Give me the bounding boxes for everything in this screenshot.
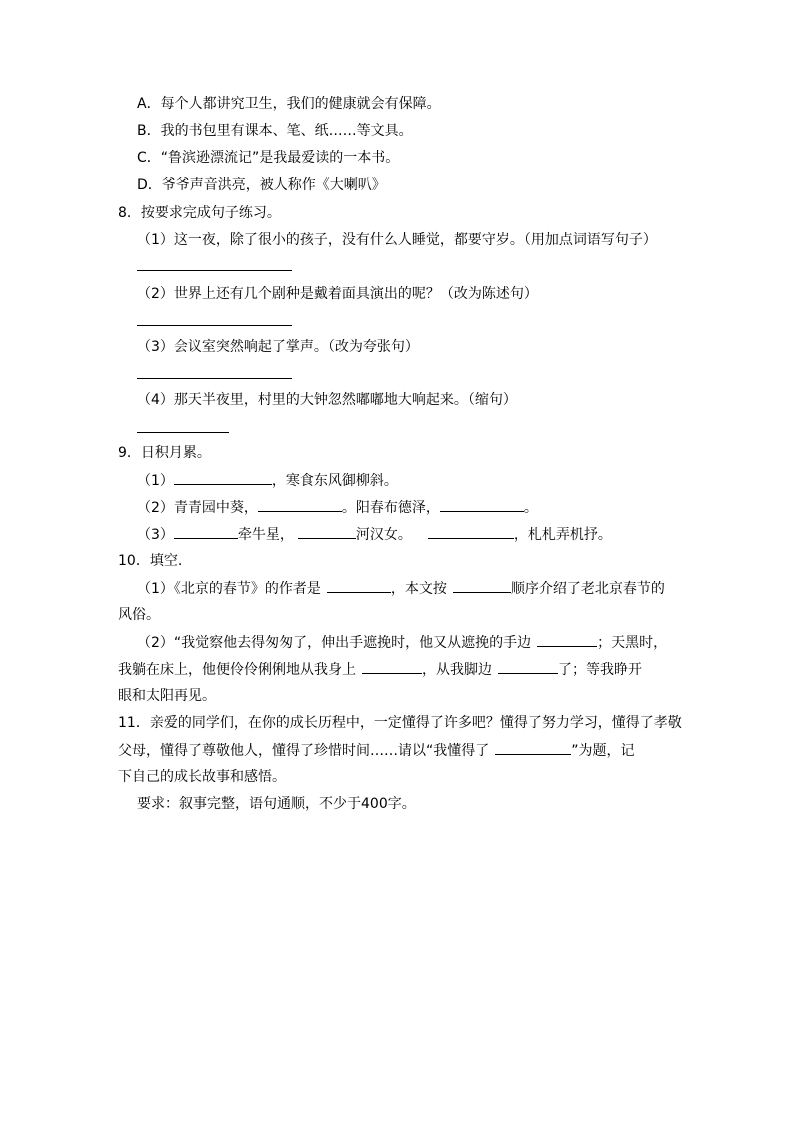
q9-blank-3[interactable] xyxy=(440,497,524,512)
q9-blank-6[interactable] xyxy=(428,524,514,539)
q8-answer-line-3[interactable] xyxy=(137,378,292,379)
q10-item-1-text-a: （1）《北京的春节》的作者是 xyxy=(137,581,321,597)
q10-item-2-text-e: 了；等我睁开 xyxy=(558,662,642,678)
q11-line-2-text: 父母，懂得了尊敬他人，懂得了珍惜时间……请以“我懂得了 xyxy=(118,743,490,759)
q7-option-c: C．“鲁滨逊漂流记”是我最爱读的一本书。 xyxy=(137,150,400,166)
q10-item-1-text-c: 顺序介绍了老北京春节的 xyxy=(510,581,665,597)
q9-line-1 xyxy=(137,470,398,491)
q10-item-1-line-1 xyxy=(137,578,665,599)
q10-item-1-line-2: 风俗。 xyxy=(118,607,160,623)
q9-line-1-prefix: （1） xyxy=(137,473,174,489)
q9-blank-5[interactable] xyxy=(298,524,356,539)
q10-item-1-text-b: ，本文按 xyxy=(390,581,447,597)
q7-option-d: D．爷爷声音洪亮，被人称作《大喇叭》 xyxy=(137,177,386,193)
q10-blank-3[interactable] xyxy=(537,632,597,647)
q10-item-2-line-2 xyxy=(118,659,642,680)
q11-line-2-end: ”为题，记 xyxy=(571,743,635,759)
q10-item-2-text-c: 我躺在床上，他便伶伶俐俐地从我身上 xyxy=(118,662,356,678)
q8-answer-line-4[interactable] xyxy=(137,432,229,433)
q8-title: 8．按要求完成句子练习。 xyxy=(118,205,281,221)
q8-item-1: （1）这一夜，除了很小的孩子，没有什么人睡觉，都要守岁。（用加点词语写句子） xyxy=(137,232,657,248)
q10-item-2-text-b: ；天黑时， xyxy=(597,635,668,651)
q9-line-2 xyxy=(137,497,538,518)
q10-item-2-text-a: （2）“我觉察他去得匆匆了，伸出手遮挽时，他又从遮挽的手边 xyxy=(137,635,532,651)
q8-item-4: （4）那天半夜里，村里的大钟忽然嘟嘟地大响起来。（缩句） xyxy=(137,392,517,408)
q10-blank-2[interactable] xyxy=(453,578,511,593)
q9-blank-4[interactable] xyxy=(174,524,238,539)
q9-line-2-prefix: （2）青青园中葵， xyxy=(137,500,258,516)
q10-item-2-text-d: ，从我脚边 xyxy=(422,662,492,678)
q7-option-a: A．每个人都讲究卫生，我们的健康就会有保障。 xyxy=(137,96,441,112)
q8-item-3: （3）会议室突然响起了掌声。（改为夸张句） xyxy=(137,339,419,355)
q11-line-1: 11．亲爱的同学们，在你的成长历程中，一定懂得了许多吧？懂得了努力学习，懂得了孝敬 xyxy=(118,715,682,731)
q9-line-3-b: 河汉女。 xyxy=(355,527,412,543)
q9-line-2-mid: 。阳春布德泽， xyxy=(341,500,440,516)
q10-blank-4[interactable] xyxy=(362,659,422,674)
q9-line-2-end: 。 xyxy=(523,500,538,516)
q8-item-2: （2）世界上还有几个剧种是戴着面具演出的呢？（改为陈述句） xyxy=(137,286,538,302)
q9-blank-2[interactable] xyxy=(258,497,342,512)
q9-title: 9．日积月累。 xyxy=(118,445,211,461)
q9-blank-1[interactable] xyxy=(174,470,272,485)
q9-line-3-c: ，札札弄机抒。 xyxy=(513,527,612,543)
q10-blank-1[interactable] xyxy=(327,578,391,593)
q9-line-1-text: ，寒食东风御柳斜。 xyxy=(271,473,398,489)
q10-item-2-line-1 xyxy=(137,632,667,653)
q9-line-3-prefix: （3） xyxy=(137,527,174,543)
q11-requirement: 要求：叙事完整，语句通顺，不少于400字。 xyxy=(137,796,416,812)
q10-title: 10．填空. xyxy=(118,553,183,569)
q7-option-b: B．我的书包里有课本、笔、纸……等文具。 xyxy=(137,123,413,139)
q10-item-2-line-3: 眼和太阳再见。 xyxy=(118,688,216,704)
q11-title-blank[interactable] xyxy=(495,740,571,755)
q11-line-2 xyxy=(118,740,635,761)
q10-blank-5[interactable] xyxy=(498,659,558,674)
q8-answer-line-2[interactable] xyxy=(137,325,292,326)
q9-line-3 xyxy=(137,524,612,545)
q9-line-3-a: 牵牛星， xyxy=(237,527,294,543)
q8-answer-line-1[interactable] xyxy=(137,270,292,271)
q11-line-3: 下自己的成长故事和感悟。 xyxy=(118,769,286,785)
